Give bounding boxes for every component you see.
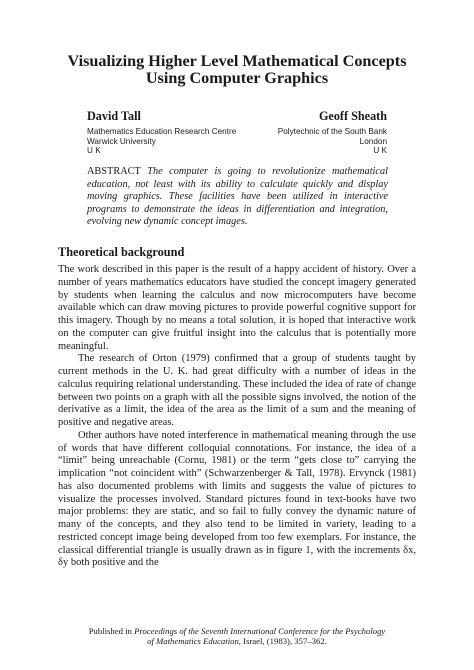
title-line-1: Visualizing Higher Level Mathematical Concepts xyxy=(67,52,407,70)
section-heading: Theoretical background xyxy=(58,245,185,259)
author-2-affiliation xyxy=(278,127,387,156)
footer-venue-2: of Mathematics Education xyxy=(147,636,239,647)
abstract-label: ABSTRACT xyxy=(87,166,141,177)
body-text xyxy=(58,264,416,570)
footer-prefix: Published in xyxy=(88,626,132,636)
affiliation-line: U K xyxy=(373,146,387,156)
paper-title xyxy=(40,53,434,87)
abstract xyxy=(87,166,388,229)
author-1-affiliation xyxy=(87,127,236,156)
affiliation-line: Polytechnic of the South Bank xyxy=(277,127,387,136)
paragraph: Other authors have noted interference in mathematical meaning through the use of words that have different colloquial connotations. For instance, the idea of a “limit” being unreachable (Cornu, 1981) or the term “gets close to” carrying the implication “not coincident with” (Schwarzenberger & Tall, 1978). Ervynck (1981) has also documented problems with limits and suggests the value of pictures to visualize the processes involved. Standard pictures found in text-books have two major problems: they are static, and so fail to fully convey the dynamic nature of many of the concepts, and they also tend to be limited in variety, leading to a restricted concept image being developed from too few exemplars. For instance, the classical differential triangle is usually drawn as in figure 1, with the increments δx, δy both positive and the xyxy=(58,429,416,569)
affiliation-line: Warwick University xyxy=(87,136,156,146)
footer-venue-1: Proceedings of the Seventh International Conference for the Psychology xyxy=(134,626,386,636)
author-2-name: Geoff Sheath xyxy=(318,109,387,123)
paragraph: The work described in this paper is the result of a happy accident of history. Over a number of years mathematics educators have studied the concept imagery generated by students when learning the calculus and now microcomputers have become available which can draw moving pictures to provide powerful cognitive support for this imagery. Though by no means a total solution, it is hoped that interactive work on the computer can give fruitful insight into the calculus that is potentially more meaningful. xyxy=(58,264,416,352)
abstract-text: The computer is going to revolutionize mathematical education, not least with its ability to calculate quickly and display moving graphics. These facilities have been utilized in interactive programs to demonstrate the ideas in differentiation and integration, evolving new dynamic concept images. xyxy=(87,166,389,228)
publication-footer xyxy=(40,626,434,647)
affiliation-line: London xyxy=(359,136,387,146)
paragraph: The research of Orton (1979) confirmed that a group of students taught by current methods in the U. K. had great difficulty with a number of ideas in the calculus requiring relational understanding. These included the idea of rate of change between two points on a graph with all the possible signs involved, the notion of the derivative as a limit, the idea of the area as the limit of a sum and the meaning of positive and negative areas. xyxy=(58,353,416,428)
affiliation-line: Mathematics Education Research Centre xyxy=(87,127,237,136)
title-line-2: Using Computer Graphics xyxy=(145,69,329,87)
footer-suffix: , Israel, (1983), 357–362. xyxy=(238,636,327,647)
author-1-name: David Tall xyxy=(87,109,141,123)
affiliation-line: U K xyxy=(87,146,101,156)
